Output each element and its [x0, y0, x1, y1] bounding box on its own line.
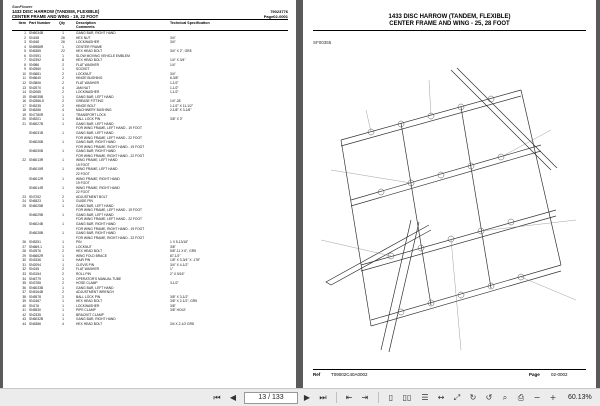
row-description: GANG BAR, RIGHT HAND	[76, 149, 116, 154]
row-description: HINGE BOLT	[76, 103, 96, 108]
row-description: FOR WING FRAME, LEFT HAND - 19 FOOT	[76, 208, 143, 213]
row-quantity: 1	[62, 258, 64, 263]
header-divider	[12, 19, 288, 20]
row-quantity: 1	[62, 244, 64, 249]
row-part-number: SN2570	[29, 85, 41, 90]
row-quantity: 1	[62, 31, 64, 35]
row-specification: 3/8"	[170, 244, 176, 249]
row-description: LOCKWASHER	[76, 303, 100, 308]
diagram-subtitle: CENTER FRAME AND WING - 25, 28 FOOT	[389, 21, 510, 27]
row-item-number: 6	[24, 53, 26, 58]
row-description: HEX HEAD BOLT	[76, 58, 103, 63]
row-item-number: 11	[22, 76, 26, 81]
row-part-number: SN5201	[29, 117, 41, 122]
row-part-number: SN6640	[29, 76, 41, 81]
row-part-number: SN7780R	[29, 112, 44, 117]
row-part-number: SN6035B	[29, 94, 44, 99]
row-description: BALL LOCK PIN	[76, 117, 101, 122]
row-item-number: 43	[22, 317, 26, 322]
figure-id: SF00355	[313, 40, 332, 45]
row-part-number: SN5578	[29, 294, 41, 299]
row-part-number: SN6523	[29, 199, 41, 204]
row-description: FLAT WASHER	[76, 62, 100, 67]
row-description: FOR WING FRAME, LEFT HAND - 19 FOOT	[76, 126, 143, 131]
row-item-number: 41	[22, 308, 26, 313]
row-specification: 1"	[170, 267, 174, 272]
row-description: PIPE CLAMP	[76, 308, 96, 313]
row-quantity: 8	[62, 58, 64, 63]
prev-page-icon[interactable]: ◀	[229, 393, 237, 402]
row-description: GANG BAR, LEFT HAND	[76, 94, 114, 99]
ref-value: T09002C40A0002	[331, 372, 368, 377]
row-specification: 6-3/8"	[170, 76, 179, 81]
row-part-number: SN2487	[29, 299, 41, 304]
row-description: 19 FOOT	[76, 181, 90, 186]
row-description: 19 FOOT	[76, 162, 90, 167]
row-part-number: SN669-1	[29, 244, 43, 249]
row-item-number: 38	[22, 294, 26, 299]
row-part-number: SN2576	[29, 249, 41, 254]
row-specification: 3/4" X 2", GR8	[170, 49, 192, 54]
last-page-icon[interactable]: ⇥	[361, 393, 369, 402]
row-description: GREASE FITTING	[76, 99, 104, 104]
row-item-number: 37	[22, 290, 26, 295]
rotate-icon[interactable]: ↺	[485, 393, 493, 402]
page-number-value: 02-0002	[551, 372, 568, 377]
row-description: WING FRAME, LEFT HAND	[76, 167, 118, 172]
row-quantity: 1	[62, 185, 64, 190]
row-description: CLEVIS PIN	[76, 262, 95, 267]
row-item-number: 30	[22, 258, 26, 263]
row-part-number: SN6014R	[29, 185, 44, 190]
row-item-number: 4	[24, 44, 26, 49]
page-subtitle: CENTER FRAME AND WING - 19, 22 FOOT	[12, 14, 99, 19]
row-specification: 3/8" X 2-1/2", GR5	[170, 299, 198, 304]
row-description: GANG BAR, RIGHT HAND	[76, 231, 116, 236]
row-part-number: SN245	[29, 267, 40, 272]
row-description: LOCKNUT	[76, 244, 92, 249]
row-quantity: 1	[62, 94, 64, 99]
row-part-number: SN5530	[29, 308, 41, 313]
row-description: TRANSPORT LOCK	[76, 112, 107, 117]
row-item-number: 19	[22, 112, 26, 117]
col-header-part: Part Number	[29, 21, 51, 25]
row-quantity: 1	[62, 221, 64, 226]
col-header-desc: Description Comments	[76, 21, 96, 30]
row-quantity: 1	[62, 203, 64, 208]
row-quantity: 2	[62, 71, 64, 76]
row-item-number: 3	[24, 40, 26, 45]
row-part-number: SN6027B	[29, 121, 44, 126]
row-specification: 3/4" X 4-1/2"	[170, 262, 189, 267]
row-item-number: 42	[22, 312, 26, 317]
row-description: HAIR PIN	[76, 258, 91, 263]
row-part-number: SN168	[29, 40, 40, 45]
row-description: GANG BAR, LEFT HAND	[76, 203, 114, 208]
row-specification: 1/4"	[170, 62, 176, 67]
row-quantity: 1	[62, 53, 64, 58]
row-item-number: 35	[22, 281, 26, 286]
row-item-number: 2	[24, 35, 26, 40]
row-description: MACHINERY BUSHING	[76, 108, 112, 113]
viewer-toolbar	[0, 388, 600, 406]
row-part-number: SN6024B	[29, 221, 44, 226]
row-part-number: SN2335	[29, 312, 41, 317]
row-description: LOCKWASHER	[76, 40, 100, 45]
row-description: WING FRAME, RIGHT HAND	[76, 185, 120, 190]
row-part-number: SN1536	[29, 258, 41, 263]
row-quantity: 26	[61, 40, 65, 45]
row-part-number: SN3785	[29, 281, 41, 286]
row-part-number: SN5251	[29, 240, 41, 245]
row-part-number: SN6029B	[29, 212, 44, 217]
row-description: ROLL PIN	[76, 271, 91, 276]
col-header-spec: Technical Specification	[170, 21, 210, 25]
row-description: GANG BAR, RIGHT HAND	[76, 221, 116, 226]
row-description: FLAT WASHER	[76, 81, 100, 86]
row-description: BALL LOCK PIN	[76, 294, 101, 299]
toolbar-separator	[336, 392, 337, 403]
row-part-number: SN6034B	[29, 31, 44, 35]
row-part-number: SN6652R	[29, 253, 44, 258]
row-item-number: 5	[24, 49, 26, 54]
col-header-qty: Qty	[59, 21, 65, 25]
row-item-number: 1	[24, 31, 26, 35]
fit-width-icon[interactable]: ↔	[437, 393, 445, 402]
row-item-number: 26	[22, 240, 26, 245]
page-number-input[interactable]: 13 / 133	[244, 392, 298, 404]
row-quantity: 2	[62, 76, 64, 81]
row-part-number: SN6386	[29, 322, 41, 326]
row-item-number: 39	[22, 299, 26, 304]
row-specification: 1-1/2"	[170, 90, 179, 95]
row-description: BRACKET CLAMP	[76, 312, 104, 317]
row-description: HEX HEAD BOLT	[76, 49, 103, 54]
continuous-view-icon[interactable]: ☰	[421, 393, 429, 402]
row-description: ADJUSTMENT WRENCH	[76, 290, 114, 295]
row-part-number: SN6385	[29, 49, 41, 54]
row-description: SOCKET	[76, 67, 90, 72]
row-part-number: SN2094	[29, 262, 41, 267]
row-description: FLAT WASHER	[76, 267, 100, 272]
row-description: OPERATOR'S MANUAL TUBE	[76, 276, 122, 281]
row-specification: 1/4" X 3/4"	[170, 58, 186, 63]
row-item-number: 24	[22, 199, 26, 204]
row-quantity: 1	[62, 299, 64, 304]
row-specification: 1/4"-28	[170, 99, 181, 104]
row-part-number: SN3806	[29, 81, 41, 86]
print-icon[interactable]: ⎙	[517, 393, 525, 402]
row-specification: 3/4"	[170, 35, 176, 40]
row-item-number: 14	[22, 90, 26, 95]
row-item-number: 15	[22, 94, 26, 99]
row-description: JAM NUT	[76, 85, 91, 90]
frame-bar-mid-edge	[351, 151, 541, 206]
row-item-number: 12	[22, 81, 26, 86]
row-part-number: SN6026B	[29, 140, 44, 145]
row-item-number: 33	[22, 271, 26, 276]
row-description: FOR WING FRAME, RIGHT HAND - 19 FOOT	[76, 144, 145, 149]
footer-divider	[313, 369, 586, 370]
row-specification: 3/8" HOLE	[170, 308, 186, 313]
row-specification: 3/4 X 2-1/2 GR8	[170, 322, 194, 326]
page-number-label: Page	[529, 372, 540, 377]
diagram-page	[303, 0, 596, 388]
row-quantity: 2	[62, 267, 64, 272]
row-item-number: 36	[22, 285, 26, 290]
row-quantity: 1	[62, 231, 64, 236]
row-description: FOR WING FRAME, RIGHT HAND - 22 FOOT	[76, 235, 145, 240]
row-quantity: 4	[62, 322, 64, 326]
row-item-number: 25	[22, 203, 26, 208]
row-description: GANG BAR, LEFT HAND	[76, 121, 114, 126]
row-quantity: 1	[62, 112, 64, 117]
row-part-number: SN7252	[29, 194, 41, 199]
row-specification: 3/4"	[170, 40, 176, 45]
row-description: HINGE BUSHING	[76, 76, 103, 81]
row-item-number: 40	[22, 303, 26, 308]
row-item-number: 8	[24, 62, 26, 67]
row-description: HOSE CLAMP	[76, 281, 98, 286]
row-quantity: 1	[62, 276, 64, 281]
diagram-title: 1433 DISC HARROW (TANDEM, FLEXIBLE)	[388, 14, 511, 20]
doc-number: 79023776	[270, 9, 288, 14]
frame-bar-low	[361, 210, 556, 265]
frame-bar-top-edge	[341, 96, 521, 146]
page-title: 1433 DISC HARROW (TANDEM, FLEXIBLE)	[12, 9, 100, 14]
table-row	[12, 322, 290, 327]
row-description: HEX HEAD BOLT	[76, 299, 103, 304]
row-description: FOR WING FRAME, LEFT HAND - 22 FOOT	[76, 217, 143, 222]
row-item-number: 31	[22, 262, 26, 267]
row-specification: 87-1/2"	[170, 253, 181, 258]
zoom-in-icon[interactable]: +	[549, 393, 557, 402]
row-quantity: 2	[62, 90, 64, 95]
row-description: GUIDE PIN	[76, 199, 93, 204]
row-quantity: 1	[62, 212, 64, 217]
row-quantity: 2	[62, 99, 64, 104]
row-part-number: SN3154	[29, 271, 41, 276]
row-quantity: 1	[62, 131, 64, 136]
zoom-level[interactable]: 60.13%	[568, 394, 592, 401]
row-description: HEX NUT	[76, 35, 91, 40]
row-part-number: SN5988R	[29, 44, 44, 49]
row-description: GANG BAR, LEFT HAND	[76, 212, 114, 217]
row-description: WING FRAME, RIGHT HAND	[76, 176, 120, 181]
row-description: WING FOLD BRACE	[76, 253, 107, 258]
row-item-number: 44	[22, 322, 26, 326]
row-item-number: 16	[22, 99, 26, 104]
row-part-number: SN6028B	[29, 231, 44, 236]
row-description: FOR WING FRAME, RIGHT HAND - 22 FOOT	[76, 153, 145, 158]
row-description: HEX HEAD BOLT	[76, 249, 103, 254]
row-part-number: SN2085	[29, 90, 41, 95]
row-description: FOR WING FRAME, LEFT HAND - 22 FOOT	[76, 135, 143, 140]
frame-bar-bottom	[371, 265, 561, 320]
row-part-number: SN6025B	[29, 203, 44, 208]
row-part-number: SN6779	[29, 276, 41, 281]
row-part-number: SN6030B	[29, 149, 44, 154]
row-quantity: 2	[62, 103, 64, 108]
row-part-number: SN158	[29, 35, 40, 40]
row-quantity: 2	[62, 62, 64, 67]
frame-bar-bottom-edge	[371, 271, 561, 326]
row-part-number: SN6033B	[29, 285, 44, 290]
row-specification: 1-1/2" X 11-1/2"	[170, 103, 193, 108]
row-quantity: 26	[61, 35, 65, 40]
row-item-number: 32	[22, 267, 26, 272]
row-part-number: SN5164B	[29, 290, 44, 295]
row-quantity: 2	[62, 290, 64, 295]
row-quantity: 1	[62, 167, 64, 172]
row-quantity: 22	[61, 49, 65, 54]
parts-list-page	[3, 0, 296, 388]
row-quantity: 1	[62, 199, 64, 204]
row-part-number: SN6032B	[29, 317, 44, 322]
row-quantity: 2	[62, 271, 64, 276]
single-page-view-icon[interactable]: ▯	[388, 393, 394, 402]
row-specification: 1 X 5-13/16"	[170, 240, 189, 245]
row-part-number: SN2586-5	[29, 99, 44, 104]
row-description: FOR WING FRAME, RIGHT HAND - 19 FOOT	[76, 226, 145, 231]
fit-page-icon[interactable]: ⤢	[453, 393, 461, 402]
row-part-number: SN6031B	[29, 131, 44, 136]
row-specification: 2" X 5/16"	[170, 271, 185, 276]
row-quantity: 2	[62, 281, 64, 286]
page-label: Page02-0001	[263, 14, 288, 19]
row-quantity: 1	[62, 308, 64, 313]
row-specification: 2-1/8" X 3-1/8"	[170, 108, 192, 113]
rotate-icon[interactable]: ↻	[469, 393, 477, 402]
row-quantity: 1	[62, 44, 64, 49]
row-specification: 1/8" X 3-3/4" X .178"	[170, 258, 201, 263]
first-page-icon[interactable]: ⏮	[213, 393, 221, 402]
row-quantity: 4	[62, 85, 64, 90]
row-item-number: 9	[24, 67, 26, 72]
row-quantity: 2	[62, 81, 64, 86]
row-item-number: 18	[22, 108, 26, 113]
toolbar-separator	[378, 392, 379, 403]
row-description: CENTER FRAME	[76, 44, 103, 49]
parts-table	[12, 31, 290, 327]
row-specification: 1-1/2"	[170, 81, 179, 86]
exploded-parts-diagram	[311, 50, 588, 364]
row-part-number: SN2392	[29, 58, 41, 63]
row-item-number: 7	[24, 58, 26, 63]
row-quantity: 1	[62, 240, 64, 245]
row-quantity: 2	[62, 294, 64, 299]
row-description: ADJUSTMENT BOLT	[76, 194, 108, 199]
row-quantity: 1	[62, 253, 64, 258]
two-page-view-icon[interactable]: ▯▯	[402, 393, 412, 402]
frame-bar-mid	[351, 145, 541, 200]
row-quantity: 1	[62, 312, 64, 317]
row-quantity: 2	[62, 249, 64, 254]
row-part-number: SN986	[29, 62, 40, 67]
row-item-number: 22	[22, 158, 26, 163]
row-part-number: SN6013R	[29, 158, 44, 163]
row-quantity: 2	[62, 194, 64, 199]
row-description: GANG BAR, LEFT HAND	[76, 131, 114, 136]
row-description: GANG BAR, RIGHT HAND	[76, 317, 116, 322]
row-description: WING FRAME, LEFT HAND	[76, 158, 118, 163]
row-part-number: SN5235	[29, 103, 41, 108]
row-quantity: 1	[62, 121, 64, 126]
search-icon[interactable]: ⌕	[502, 393, 508, 402]
row-part-number: SN7691	[29, 53, 41, 58]
row-item-number: 13	[22, 85, 26, 90]
last-page-icon[interactable]: ⏭	[319, 393, 327, 402]
row-item-number: 21	[22, 121, 26, 126]
row-part-number: SN6015R	[29, 167, 44, 172]
row-item-number: 10	[22, 71, 26, 76]
row-quantity: 1	[62, 285, 64, 290]
row-item-number: 28	[22, 249, 26, 254]
row-part-number: SN2560	[29, 67, 41, 72]
row-specification: 3/8" X 3"	[170, 117, 183, 122]
row-description: GANG BAR, RIGHT HAND	[76, 31, 116, 35]
row-quantity: 1	[62, 303, 64, 308]
row-description: GANG BAR, LEFT HAND	[76, 285, 114, 290]
row-specification: 3/8" X 3-1/2"	[170, 294, 189, 299]
row-description: SLOW MOVING VEHICLE EMBLEM	[76, 53, 130, 58]
ref-label: Ref	[313, 372, 321, 377]
row-description: LOCKNUT	[76, 71, 92, 76]
next-page-icon[interactable]: ▶	[303, 393, 311, 402]
row-quantity: 1	[62, 117, 64, 122]
row-quantity: 1	[62, 149, 64, 154]
row-item-number: 20	[22, 117, 26, 122]
row-quantity: 1	[62, 317, 64, 322]
row-part-number: SN176	[29, 303, 40, 308]
first-page-icon[interactable]: ⇤	[345, 393, 353, 402]
row-item-number: 34	[22, 276, 26, 281]
zoom-out-icon[interactable]: −	[533, 393, 541, 402]
row-specification: 1-1/2"	[170, 85, 179, 90]
row-specification: 5/8"-11 X 6", GR5	[170, 249, 196, 254]
row-part-number: SN6286	[29, 108, 41, 113]
col-header-item: Item	[18, 21, 26, 25]
diagram-header-divider	[313, 30, 586, 31]
row-part-number: SN3681	[29, 71, 41, 76]
row-item-number: 17	[22, 103, 26, 108]
brand-label: SunFlower	[12, 4, 33, 9]
row-item-number: 27	[22, 244, 26, 249]
row-specification: 3/4"	[170, 71, 176, 76]
row-quantity: 1	[62, 158, 64, 163]
row-item-number: 29	[22, 253, 26, 258]
row-quantity: 1	[62, 262, 64, 267]
row-description: LOCKWASHER	[76, 90, 100, 95]
row-description: PIN	[76, 240, 82, 245]
frame-bar-low-edge	[361, 216, 556, 271]
row-quantity: 1	[62, 67, 64, 72]
row-description: GANG BAR, RIGHT HAND	[76, 140, 116, 145]
row-part-number: SN6012R	[29, 176, 44, 181]
row-quantity: 4	[62, 108, 64, 113]
row-specification: 3-1/2"	[170, 281, 179, 286]
row-item-number: 23	[22, 194, 26, 199]
row-quantity: 1	[62, 176, 64, 181]
row-description: 22 FOOT	[76, 171, 90, 176]
row-quantity: 1	[62, 140, 64, 145]
row-specification: 3/8"	[170, 303, 176, 308]
row-description: 22 FOOT	[76, 190, 90, 195]
row-description: HEX HEAD BOLT	[76, 322, 103, 326]
